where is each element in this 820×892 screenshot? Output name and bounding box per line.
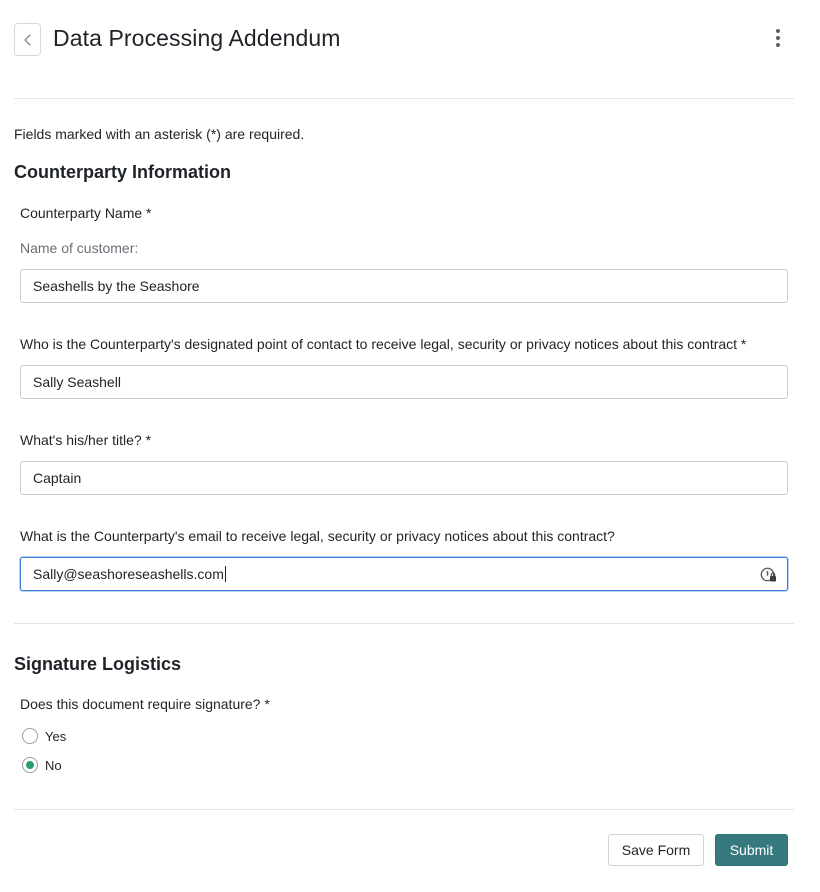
contact-input[interactable] bbox=[20, 365, 788, 399]
radio-selected-dot bbox=[26, 761, 34, 769]
contact-label: Who is the Counterparty's designated point of contact to receive legal, security or privacy notices about this contract * bbox=[20, 336, 747, 352]
counterparty-name-value: Seashells by the Seashore bbox=[33, 278, 200, 294]
back-button[interactable] bbox=[14, 23, 41, 56]
more-vertical-icon bbox=[776, 29, 780, 33]
radio-option-no[interactable] bbox=[22, 757, 62, 773]
footer-divider bbox=[14, 809, 794, 810]
submit-button[interactable]: Submit bbox=[715, 834, 788, 866]
page-title: Data Processing Addendum bbox=[53, 25, 341, 51]
radio-no-label: No bbox=[45, 757, 62, 773]
password-manager-icon[interactable] bbox=[760, 566, 777, 583]
chevron-left-icon bbox=[23, 34, 33, 46]
text-caret bbox=[225, 566, 226, 582]
contact-title-value: Captain bbox=[33, 470, 82, 486]
email-input[interactable] bbox=[20, 557, 788, 591]
radio-yes[interactable] bbox=[22, 728, 38, 744]
counterparty-name-sublabel: Name of customer: bbox=[20, 240, 139, 256]
signature-section-title: Signature Logistics bbox=[14, 654, 182, 674]
contact-value: Sally Seashell bbox=[33, 374, 121, 390]
save-form-button[interactable]: Save Form bbox=[608, 834, 704, 866]
more-options-button[interactable] bbox=[766, 26, 790, 50]
counterparty-name-label: Counterparty Name * bbox=[20, 205, 152, 221]
email-label: What is the Counterparty's email to receive legal, security or privacy notices about this contract? bbox=[20, 528, 615, 544]
signature-question-label: Does this document require signature? * bbox=[20, 696, 270, 712]
section-divider bbox=[14, 623, 794, 624]
radio-no[interactable] bbox=[22, 757, 38, 773]
email-value: Sally@seashoreseashells.com bbox=[33, 566, 224, 582]
contact-title-label: What's his/her title? * bbox=[20, 432, 152, 448]
radio-option-yes[interactable] bbox=[22, 728, 66, 744]
radio-yes-label: Yes bbox=[45, 728, 67, 744]
header-divider bbox=[14, 98, 794, 99]
counterparty-section-title: Counterparty Information bbox=[14, 162, 232, 182]
required-fields-note: Fields marked with an asterisk (*) are required. bbox=[14, 126, 305, 142]
page-header bbox=[0, 0, 820, 98]
contact-title-input[interactable] bbox=[20, 461, 788, 495]
counterparty-name-input[interactable] bbox=[20, 269, 788, 303]
